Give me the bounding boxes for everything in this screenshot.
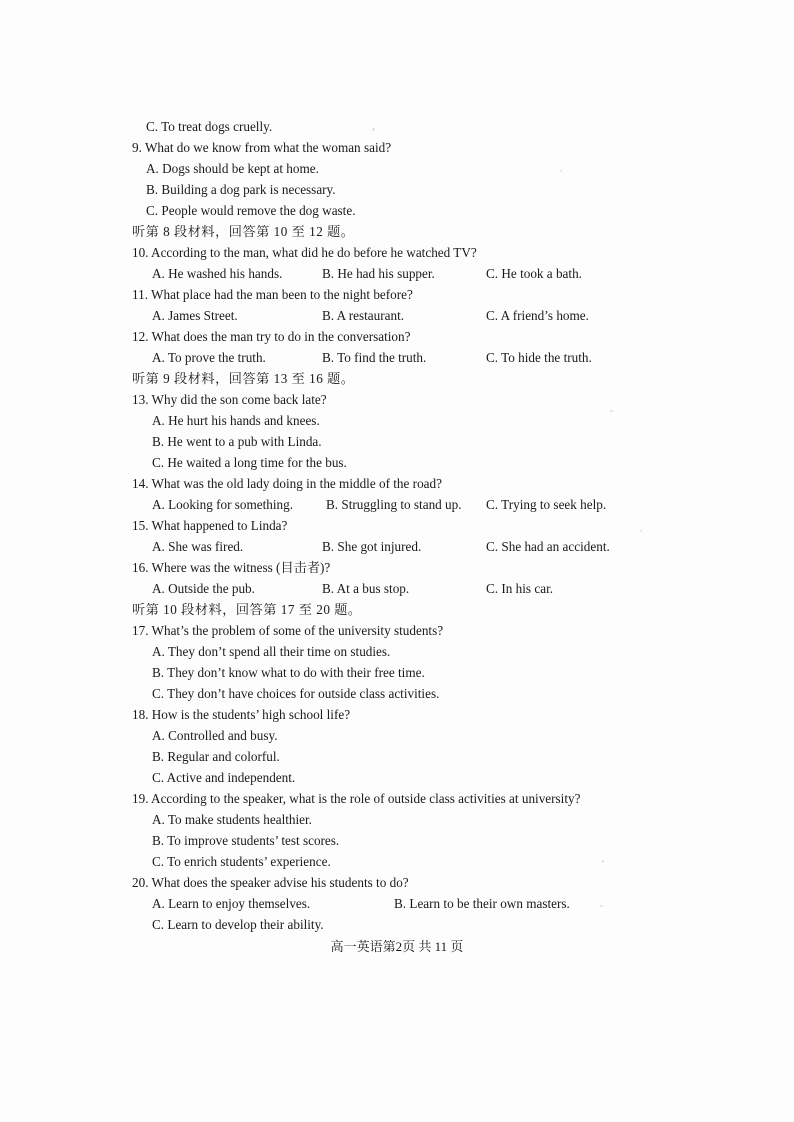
q9-option-a: A. Dogs should be kept at home. — [146, 161, 319, 176]
section-heading-10: 听第 10 段材料，回答第 17 至 20 题。 — [132, 602, 362, 617]
question-11: 11. What place had the man been to the night before? — [132, 287, 413, 302]
q18-option-b: B. Regular and colorful. — [152, 749, 280, 764]
q10-option-a: A. He washed his hands. — [152, 266, 283, 281]
q13-option-a: A. He hurt his hands and knees. — [152, 413, 320, 428]
scan-speck — [560, 170, 562, 172]
question-15: 15. What happened to Linda? — [132, 518, 288, 533]
question-16: 16. Where was the witness (目击者)? — [132, 560, 331, 575]
q15-option-b: B. She got injured. — [322, 539, 422, 554]
q20-option-c: C. Learn to develop their ability. — [152, 917, 324, 932]
question-17: 17. What’s the problem of some of the university students? — [132, 623, 444, 638]
q17-option-c: C. They don’t have choices for outside class activities. — [152, 686, 440, 701]
q8-option-c: C. To treat dogs cruelly. — [146, 119, 273, 134]
q9-option-b: B. Building a dog park is necessary. — [146, 182, 336, 197]
scan-speck — [640, 530, 642, 532]
question-14: 14. What was the old lady doing in the middle of the road? — [132, 476, 442, 491]
q16-option-c: C. In his car. — [486, 581, 554, 596]
q14-option-a: A. Looking for something. — [152, 497, 294, 512]
q14-option-b: B. Struggling to stand up. — [326, 497, 462, 512]
question-12: 12. What does the man try to do in the conversation? — [132, 329, 411, 344]
section-heading-8: 听第 8 段材料，回答第 10 至 12 题。 — [132, 224, 355, 239]
q11-option-a: A. James Street. — [152, 308, 238, 323]
q20-option-a: A. Learn to enjoy themselves. — [152, 896, 311, 911]
q16-option-a: A. Outside the pub. — [152, 581, 255, 596]
q13-option-c: C. He waited a long time for the bus. — [152, 455, 347, 470]
q15-option-a: A. She was fired. — [152, 539, 244, 554]
q17-option-b: B. They don’t know what to do with their free time. — [152, 665, 425, 680]
q12-option-b: B. To find the truth. — [322, 350, 427, 365]
q11-option-b: B. A restaurant. — [322, 308, 405, 323]
q16-option-b: B. At a bus stop. — [322, 581, 410, 596]
q10-option-c: C. He took a bath. — [486, 266, 582, 281]
q19-option-b: B. To improve students’ test scores. — [152, 833, 340, 848]
question-19: 19. According to the speaker, what is the role of outside class activities at university? — [132, 791, 581, 806]
section-heading-9: 听第 9 段材料，回答第 13 至 16 题。 — [132, 371, 355, 386]
question-20: 20. What does the speaker advise his students to do? — [132, 875, 409, 890]
q10-option-b: B. He had his supper. — [322, 266, 435, 281]
q20-option-b: B. Learn to be their own masters. — [394, 896, 570, 911]
q11-option-c: C. A friend’s home. — [486, 308, 589, 323]
scan-speck — [372, 128, 375, 131]
question-18: 18. How is the students’ high school life? — [132, 707, 351, 722]
q12-option-a: A. To prove the truth. — [152, 350, 266, 365]
q19-option-a: A. To make students healthier. — [152, 812, 312, 827]
q13-option-b: B. He went to a pub with Linda. — [152, 434, 322, 449]
q14-option-c: C. Trying to seek help. — [486, 497, 607, 512]
q17-option-a: A. They don’t spend all their time on studies. — [152, 644, 391, 659]
scan-speck — [610, 410, 613, 412]
q18-option-a: A. Controlled and busy. — [152, 728, 278, 743]
question-9: 9. What do we know from what the woman said? — [132, 140, 392, 155]
page-footer: 高一英语第2页 共 11 页 — [330, 939, 464, 954]
scan-speck — [602, 860, 604, 863]
q18-option-c: C. Active and independent. — [152, 770, 296, 785]
question-13: 13. Why did the son come back late? — [132, 392, 327, 407]
question-10: 10. According to the man, what did he do before he watched TV? — [132, 245, 477, 260]
q12-option-c: C. To hide the truth. — [486, 350, 592, 365]
scan-speck — [600, 905, 603, 907]
q15-option-c: C. She had an accident. — [486, 539, 610, 554]
q19-option-c: C. To enrich students’ experience. — [152, 854, 331, 869]
q9-option-c: C. People would remove the dog waste. — [146, 203, 356, 218]
